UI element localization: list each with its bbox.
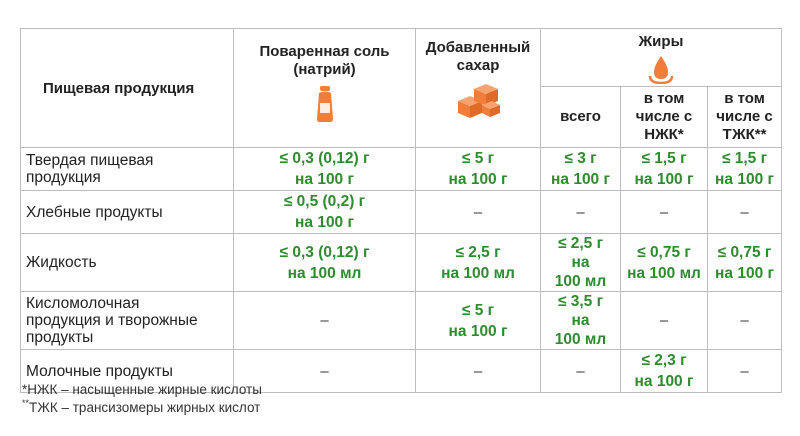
header-fats-tfa <box>708 87 782 148</box>
header-fats-tfa-line3: ТЖК** <box>722 126 767 144</box>
row-product <box>21 292 234 350</box>
cell-line: на 100 мл <box>287 264 362 282</box>
cell-sugar <box>416 148 541 191</box>
cell-sugar <box>416 350 541 393</box>
cell-line: на 100 г <box>448 322 508 340</box>
cell-sugar <box>416 234 541 292</box>
row-product-line: продукция и творожные <box>26 312 198 329</box>
row-product-line: продукты <box>26 329 94 346</box>
cell-line: на 100 г <box>634 373 694 390</box>
footnote-tfa-mark: ** <box>22 398 30 408</box>
row-product <box>21 234 234 292</box>
footnote-tfa <box>22 400 260 415</box>
cell-fat-total <box>541 191 621 234</box>
table-row <box>21 292 782 350</box>
cell-line: ≤ 0,75 г <box>637 243 691 261</box>
cell-dash: – <box>659 312 669 329</box>
cell-line: на 100 мл <box>441 264 515 282</box>
cell-line: на 100 г <box>448 171 508 188</box>
cell-line: на 100 г <box>715 171 774 188</box>
header-salt-line2: (натрий) <box>293 61 356 78</box>
cell-line: ≤ 0,3 (0,12) г <box>279 150 370 167</box>
footnote-tfa-text: ТЖК – трансизомеры жирных кислот <box>29 400 261 415</box>
row-product <box>21 191 234 234</box>
cell-fat-tfa <box>708 350 782 393</box>
cell-line: на 100 г <box>551 171 610 188</box>
cell-line: на 100 мл <box>627 264 701 282</box>
cell-line: ≤ 3 г <box>564 150 597 167</box>
fat-drop-icon <box>648 54 674 84</box>
cell-fat-sfa <box>621 350 708 393</box>
cell-line: ≤ 2,3 г <box>641 352 687 369</box>
header-fats-sfa-line3: НЖК* <box>644 126 684 144</box>
cell-line: ≤ 5 г <box>461 301 495 319</box>
header-salt <box>234 29 416 148</box>
row-product <box>21 148 234 191</box>
header-fats-total-label: всего <box>560 108 601 126</box>
cell-fat-tfa <box>708 292 782 350</box>
cell-fat-total <box>541 292 621 350</box>
cell-line: ≤ 2,5 г <box>455 243 501 261</box>
cell-fat-sfa <box>621 191 708 234</box>
cell-dash: – <box>576 362 585 380</box>
cell-line: на 100 г <box>295 171 354 188</box>
cell-dash: – <box>473 362 483 380</box>
header-sugar-line2: сахар <box>456 57 500 74</box>
header-fats-total <box>541 87 621 148</box>
cell-sugar <box>416 191 541 234</box>
cell-dash: – <box>740 312 749 329</box>
row-product-line: продукция <box>26 169 101 186</box>
cell-fat-total <box>541 350 621 393</box>
header-salt-line1: Поваренная соль <box>259 43 390 60</box>
header-fats-sfa <box>621 87 708 148</box>
header-fats-label: Жиры <box>638 33 684 50</box>
header-fats-tfa-line2: числе с <box>716 108 773 126</box>
cell-line: на 100 г <box>295 214 354 231</box>
cell-line: ≤ 3,5 г <box>557 293 604 310</box>
cell-line: на 100 г <box>634 171 694 188</box>
cell-fat-total <box>541 148 621 191</box>
header-fats <box>541 29 782 87</box>
cell-dash: – <box>576 203 585 221</box>
sugar-cubes-icon <box>454 81 502 119</box>
salt-shaker-icon <box>314 85 336 123</box>
footnote-sfa: *НЖК – насыщенные жирные кислоты <box>22 382 262 397</box>
header-product-label: Пищевая продукция <box>43 79 195 97</box>
cell-fat-tfa <box>708 148 782 191</box>
row-product-line: Жидкость <box>26 254 97 271</box>
cell-dash: – <box>659 203 669 221</box>
cell-fat-total <box>541 234 621 292</box>
cell-fat-sfa <box>621 234 708 292</box>
cell-line: ≤ 0,5 (0,2) г <box>283 193 366 210</box>
cell-line: на <box>571 254 590 271</box>
cell-salt <box>234 292 416 350</box>
header-fats-tfa-line1: в том <box>724 90 765 108</box>
cell-sugar <box>416 292 541 350</box>
cell-line: 100 мл <box>554 331 607 348</box>
row-product-line: Молочные продукты <box>26 362 173 380</box>
nutrition-table <box>20 28 782 393</box>
table-row <box>21 148 782 191</box>
cell-fat-tfa <box>708 191 782 234</box>
cell-line: ≤ 0,75 г <box>717 243 772 261</box>
cell-dash: – <box>320 362 329 380</box>
header-fats-sfa-line2: числе с <box>635 108 693 126</box>
header-product <box>21 29 234 148</box>
header-sugar-line1: Добавленный <box>425 39 531 56</box>
cell-salt <box>234 191 416 234</box>
cell-salt <box>234 148 416 191</box>
row-product-line: Хлебные продукты <box>26 203 163 221</box>
cell-dash: – <box>740 362 749 380</box>
header-sugar <box>416 29 541 148</box>
cell-dash: – <box>740 203 749 221</box>
header-fats-sfa-line1: в том <box>643 90 685 108</box>
cell-line: на <box>571 312 590 329</box>
table-row <box>21 234 782 292</box>
cell-fat-sfa <box>621 148 708 191</box>
cell-line: ≤ 1,5 г <box>641 150 687 167</box>
cell-line: на 100 г <box>715 264 774 282</box>
cell-line: ≤ 2,5 г <box>557 235 604 252</box>
cell-line: 100 мл <box>554 273 607 290</box>
cell-dash: – <box>473 203 483 221</box>
cell-fat-tfa <box>708 234 782 292</box>
cell-dash: – <box>320 312 329 329</box>
cell-line: ≤ 1,5 г <box>721 150 768 167</box>
cell-line: ≤ 0,3 (0,12) г <box>279 243 370 261</box>
row-product-line: Кисломолочная <box>26 295 140 312</box>
table-row <box>21 191 782 234</box>
cell-line: ≤ 5 г <box>461 150 495 167</box>
cell-fat-sfa <box>621 292 708 350</box>
cell-salt <box>234 234 416 292</box>
row-product-line: Твердая пищевая <box>26 152 154 169</box>
